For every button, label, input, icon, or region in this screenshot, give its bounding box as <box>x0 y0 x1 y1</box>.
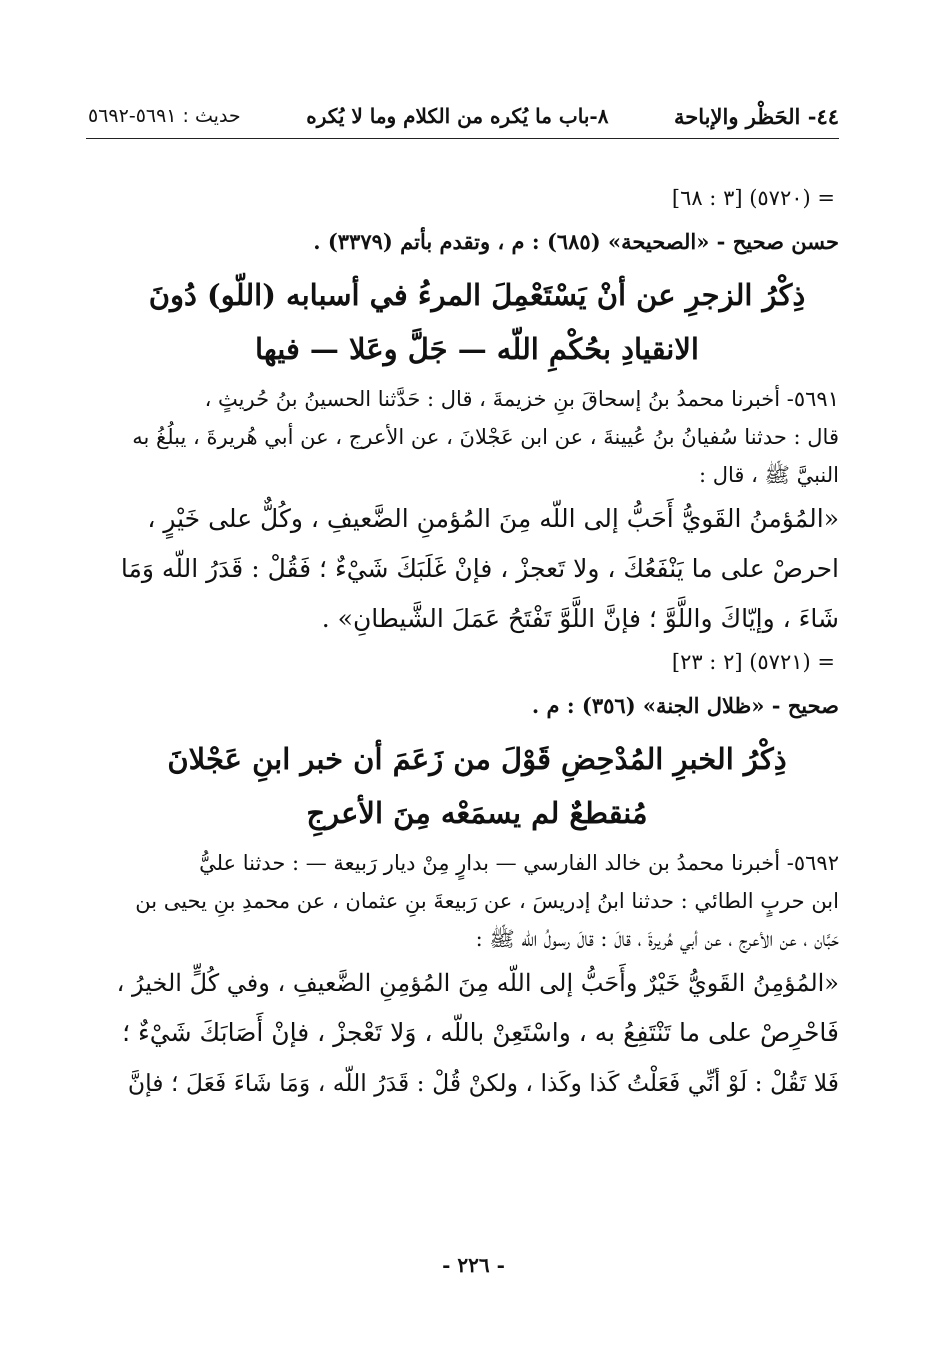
hadith-isnad-line: النبيَّ ﷺ ، قال : <box>698 463 839 487</box>
hadith-matn-line: احرصْ على ما يَنْفَعُكَ ، ولا تَعجزْ ، فإنْ غَلَبَكَ شَيْءٌ ؛ فَقُلْ : قَدَرُ اللّه وَمَا <box>120 554 839 583</box>
hadith-range: حديث : ٥٦٩١-٥٦٩٢ <box>88 105 241 127</box>
chapter-heading-line: الانقيادِ بحُكْمِ اللّه — جَلَّ وعَلا — فيها <box>255 332 699 366</box>
hadith-isnad-line: قال : حدثنا سُفيانُ بنُ عُيينةَ ، عن ابن عَجْلانَ ، عن الأعرج ، عن أبي هُريرةَ ، يبلُغُ به <box>132 425 839 449</box>
chapter-heading-line: ذِكْرُ الزجرِ عن أنْ يَسْتَعْمِلَ المرءُ في أسبابه (اللّو) دُونَ <box>148 278 806 312</box>
hadith-isnad-line: ٥٦٩١- أخبرنا محمدُ بنُ إسحاقَ بنِ خزيمةَ ، قال : حَدَّثنا الحسينُ بنُ حُريثٍ ، <box>204 387 839 411</box>
hadith-matn-line: «المُؤمنُ القَويُّ أَحَبُّ إلى اللّه مِنَ المُؤمنِ الضَّعيفِ ، وكُلٌّ على خَيْرٍ ، <box>147 504 839 533</box>
running-header <box>88 96 839 136</box>
cross-reference: = (٥٧٢١) [٢ : ٢٣] <box>671 650 835 674</box>
hadith-matn-line: فَلا تَقُلْ : لَوْ أنِّي فَعَلْتُ كَذا وكَذا ، ولكنْ قُلْ : قَدَرُ اللّه ، وَمَا شَاءَ فَعَلَ ؛ فإنَّ <box>127 1069 839 1097</box>
chapter-heading-line: ذِكْرُ الخبرِ المُدْحِضِ قَوْلَ من زَعَمَ أن خبر ابنِ عَجْلانَ <box>167 742 787 776</box>
hadith-matn-line: شَاءَ ، وإيّاكَ واللَّوَّ ؛ فإنَّ اللَّوَّ تَفْتَحُ عَمَلَ الشَّيطانِ» . <box>321 604 839 633</box>
hadith-isnad-line: حَبَّان ، عن الأعرج ، عن أبي هُريرةَ ، قالَ : قالَ رسولُ اللّه ﷺ : <box>475 927 839 951</box>
grading-note: صحيح - «ظلال الجنة» (٣٥٦) : م . <box>531 693 839 718</box>
cross-reference: = (٥٧٢٠) [٣ : ٦٨] <box>671 186 835 210</box>
header-rule <box>86 138 839 139</box>
page-number: - ٢٢٦ - <box>442 1253 505 1277</box>
hadith-isnad-line: ٥٦٩٢- أخبرنا محمدُ بن خالد الفارسي — بدارٍ مِنْ ديار رَبيعة — : حدثنا عليُّ <box>199 851 839 875</box>
chapter-title: ٤٤- الحَظْر والإباحة <box>674 103 839 129</box>
grading-note: حسن صحيح - «الصحيحة» (٦٨٥) : م ، وتقدم بأتم (٣٣٧٩) . <box>313 229 839 254</box>
chapter-heading-line: مُنقطعٌ لم يسمَعْه مِنَ الأعرجِ <box>306 796 648 830</box>
page-body <box>115 170 839 1108</box>
hadith-isnad-line: ابن حربٍ الطائي : حدثنا ابنُ إدريسَ ، عن رَبيعةَ بنِ عثمان ، عن محمدِ بنِ يحيى بن <box>135 889 839 913</box>
hadith-matn-line: «المُؤمِنُ القَويُّ خَيْرٌ وأَحَبُّ إلى اللّه مِنَ المُؤمِنِ الضَّعيفِ ، وفي كُلٍّ الخيرُ ، <box>116 969 839 997</box>
section-title: ٨-باب ما يُكره من الكلام وما لا يُكره <box>306 104 609 128</box>
hadith-matn-line: فَاحْرِصْ على ما تَنْتَفِعُ به ، واسْتَعِنْ باللّه ، وَلا تَعْجزْ ، فإنْ أَصَابَكَ شَيْءٌ ؛ <box>122 1018 839 1047</box>
